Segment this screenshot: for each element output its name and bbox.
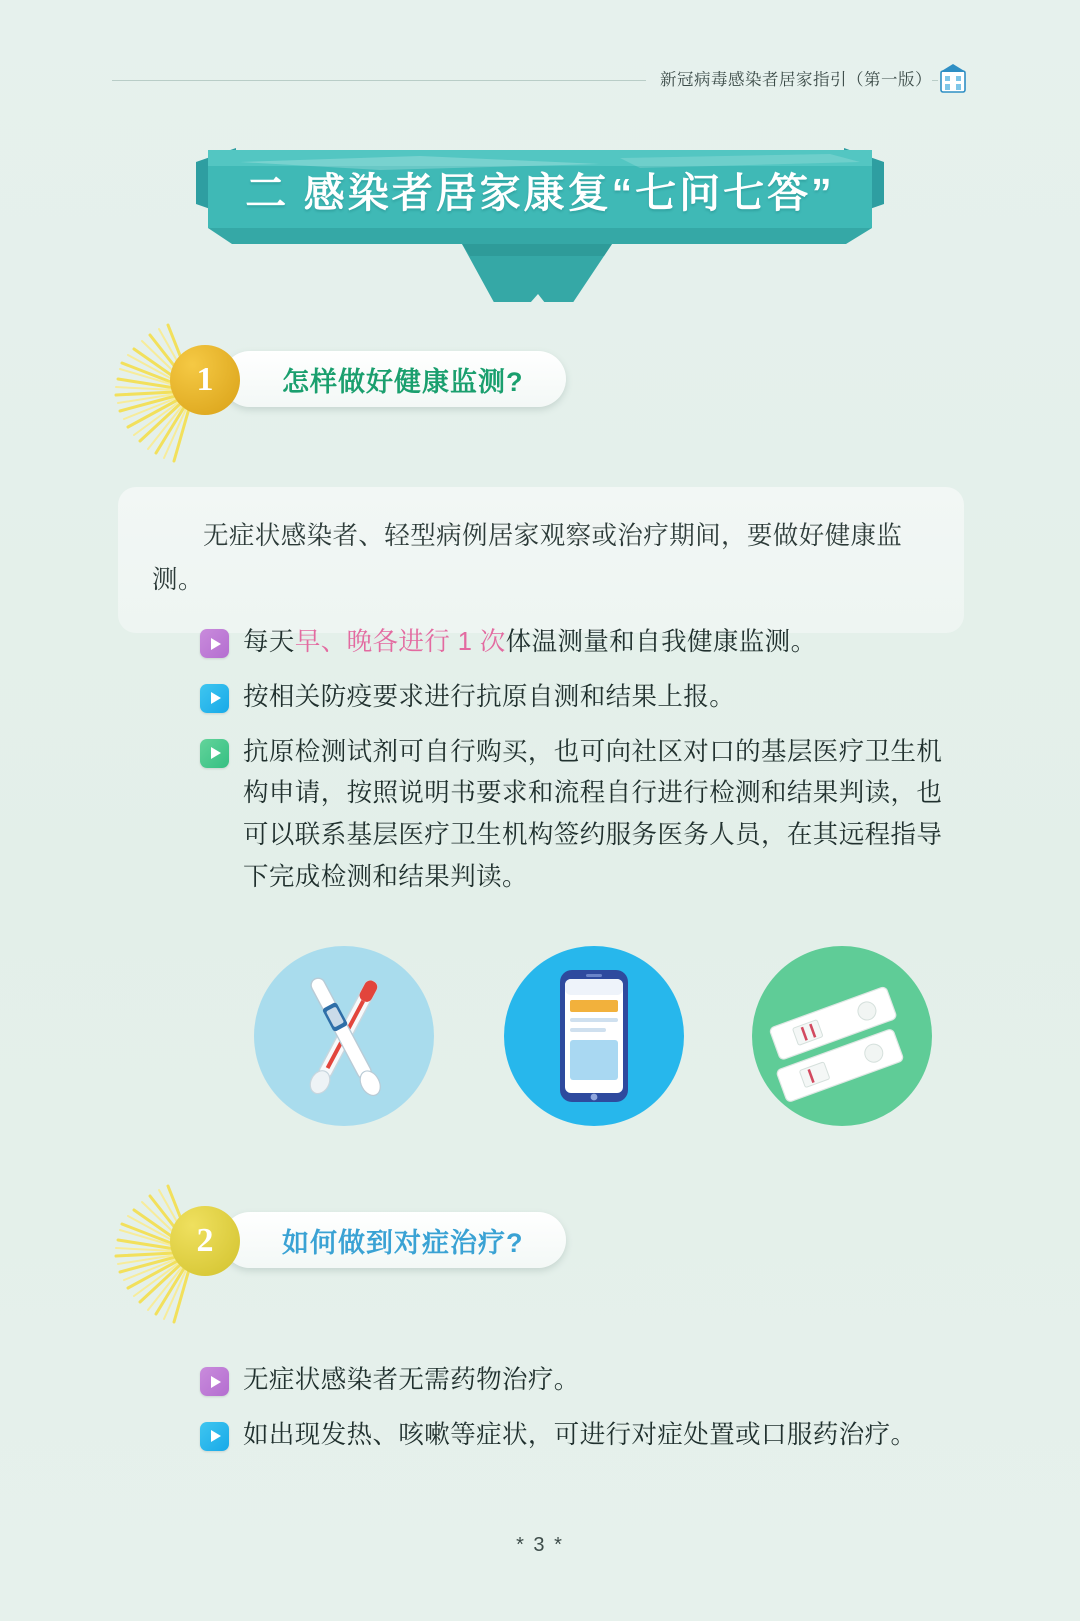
smartphone-illustration: [504, 946, 684, 1126]
question-2-number: 2: [170, 1206, 240, 1276]
page-number: * 3 *: [516, 1534, 564, 1556]
question-2-title: 如何做到对症治疗?: [282, 1227, 524, 1258]
bullet-text: 如出现发热、咳嗽等症状，可进行对症处置或口服药治疗。: [243, 1420, 917, 1449]
list-item: [200, 677, 960, 719]
list-item: [200, 622, 960, 664]
thermometer-illustration: [254, 946, 434, 1126]
question-1-pill: [222, 351, 566, 407]
illustration-row: [0, 946, 1080, 1126]
play-icon: [200, 1367, 229, 1396]
page-header: [112, 58, 968, 98]
list-item: [200, 1360, 960, 1402]
bullet-text: 无症状感染者无需药物治疗。: [243, 1366, 580, 1394]
header-title: 新冠病毒感染者居家指引（第一版）: [646, 66, 932, 90]
question-2-pill: [222, 1212, 566, 1268]
play-icon: [200, 684, 229, 713]
question-1-title: 怎样做好健康监测?: [282, 366, 524, 397]
intro-card: [118, 487, 964, 633]
section-2-bullet-list: [200, 1360, 960, 1470]
play-icon: [200, 739, 229, 768]
bullet-text: 按相关防疫要求进行抗原自测和结果上报。: [243, 682, 736, 711]
list-item: [200, 732, 960, 899]
section-1-bullet-list: [200, 622, 960, 912]
banner-title: 二 感染者居家康复“七问七答”: [245, 170, 835, 216]
list-item: [200, 1415, 960, 1457]
building-icon: [938, 62, 968, 94]
play-icon: [200, 629, 229, 658]
bullet-text: 抗原检测试剂可自行购买，也可向社区对口的基层医疗卫生机构申请，按照说明书要求和流程自行进行检测和结果判读，也可以联系基层医疗卫生机构签约服务医务人员，在其远程指导下完成检测和结果判读。: [243, 737, 943, 892]
bullet-segment: 每天: [243, 628, 295, 656]
intro-text: 无症状感染者、轻型病例居家观察或治疗期间，要做好健康监测。: [152, 522, 903, 594]
bullet-segment-highlight: 早、晚各进行 1 次: [294, 628, 506, 656]
section-banner: [0, 122, 1080, 302]
bullet-segment: 体温测量和自我健康监测。: [505, 628, 817, 656]
bullet-text: [243, 622, 816, 664]
play-icon: [200, 1422, 229, 1451]
antigen-test-kit-illustration: [752, 946, 932, 1126]
question-1-number: 1: [170, 345, 240, 415]
